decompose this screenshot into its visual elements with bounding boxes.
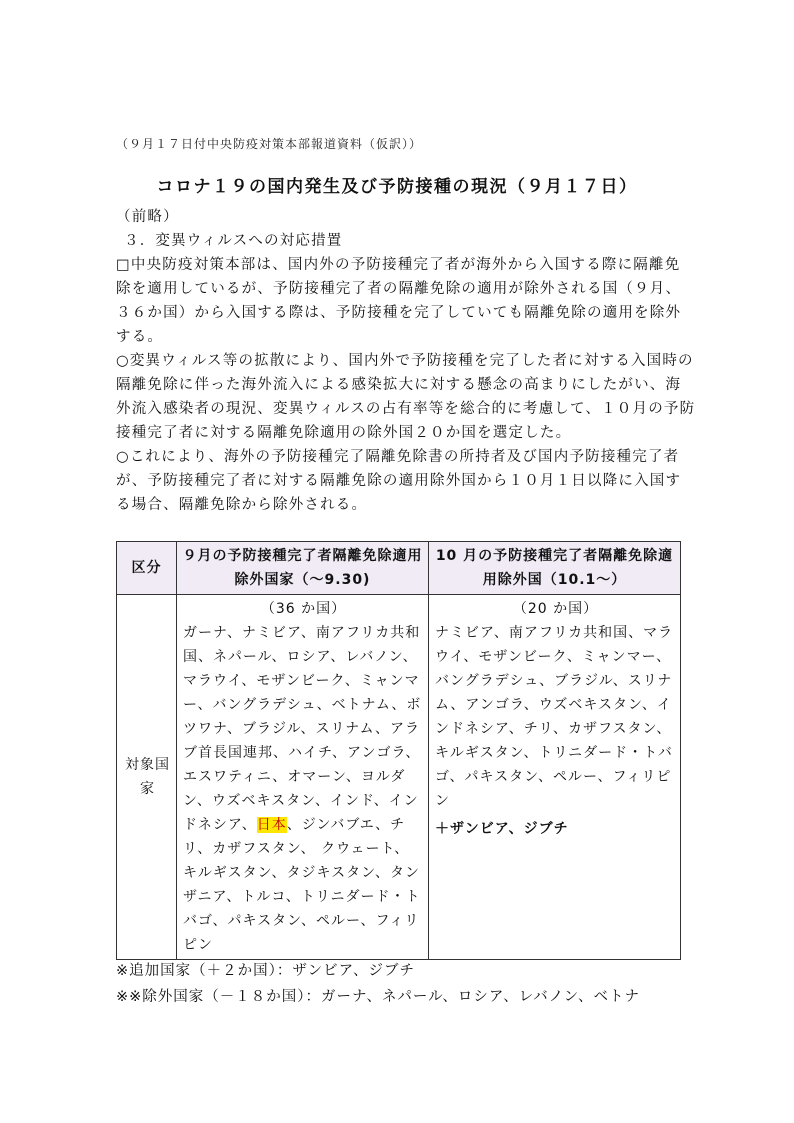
row-label: 対象国家 [117,595,177,960]
paragraph-1: □中央防疫対策本部は、国内外の予防接種完了者が海外から入国する際に隔離免除を適用しているが、予防接種完了者の隔離免除の適用が除外される国（９月、３６か国）から入国する際は、予防接種を完了していても隔離免除の適用を除外する。 [116,257,682,345]
september-list-part2: 、ジンバブエ、チリ、カザフスタン、 クウェート、キルギスタン、タジキスタン、タンザニア、トルコ、トリニダード・トバゴ、パキスタン、ペルー、フィリピン [183,817,421,953]
october-countries-cell [429,595,681,960]
body-text [116,205,696,517]
exclusion-table [116,541,681,960]
note-excluded: ※※除外国家（－１８か国）：ガーナ、ネパール、ロシア、レバノン、ベトナ [116,989,641,1005]
notes [116,958,696,1010]
highlighted-country: 日本 [256,817,287,833]
omitted-note: （前略） [116,209,179,225]
paragraph-2: ○変異ウィルス等の拡散により、国内外で予防接種を完了した者に対する入国時の隔離免除に伴った海外流入による感染拡大に対する懸念の高まりにしたがい、海外流入感染者の現況、変異ウィルスの占有率等を総合的に考慮して、１０月の予防接種完了者に対する隔離免除適用の除外国２０か国を選定した。 [116,353,696,441]
page-title: コロナ１９の国内発生及び予防接種の現況（９月１７日） [156,177,638,197]
table-header-row [117,542,681,595]
source-note: （９月１７日付中央防疫対策本部報道資料（仮訳）） [116,137,423,151]
paragraph-3: ○これにより、海外の予防接種完了隔離免除書の所持者及び国内予防接種完了者が、予防接種完了者に対する隔離免除の適用除外国から１０月１日以降に入国する場合、隔離免除から除外される。 [116,449,682,513]
october-list: ナミビア、南アフリカ共和国、マラウイ、モザンビーク、ミャンマー、バングラデシュ、ブラジル、スリナム、アンゴラ、ウズベキスタン、インドネシア、チリ、カザフスタン、キルギスタン、トリニダード・トバゴ、パキスタン、ペルー、フィリピン [435,625,674,809]
section-heading: ３．変異ウィルスへの対応措置 [124,233,343,249]
header-category: 区分 [117,542,177,595]
september-countries-cell [177,595,429,960]
october-count: （20 か国） [512,601,599,617]
september-count: （36 か国） [260,601,347,617]
note-added: ※追加国家（＋２か国）：ザンビア、ジブチ [116,963,415,979]
october-added: ＋ザンビア、ジブチ [435,821,569,837]
table-row [117,595,681,960]
header-october: 10 月の予防接種完了者隔離免除適用除外国（10.1〜） [429,542,681,595]
september-list-part1: ガーナ、ナミビア、南アフリカ共和国、ネパール、ロシア、レバノン、マラウイ、モザンビーク、ミャンマー、バングラデシュ、ベトナム、ボツワナ、ブラジル、スリナム、アラブ首長国連邦、ハイチ、アンゴラ、エスワティニ、オマーン、ヨルダン、ウズベキスタン、インド、インドネシア、 [183,625,422,833]
header-september: ９月の予防接種完了者隔離免除適用除外国家（〜9.30) [177,542,429,595]
